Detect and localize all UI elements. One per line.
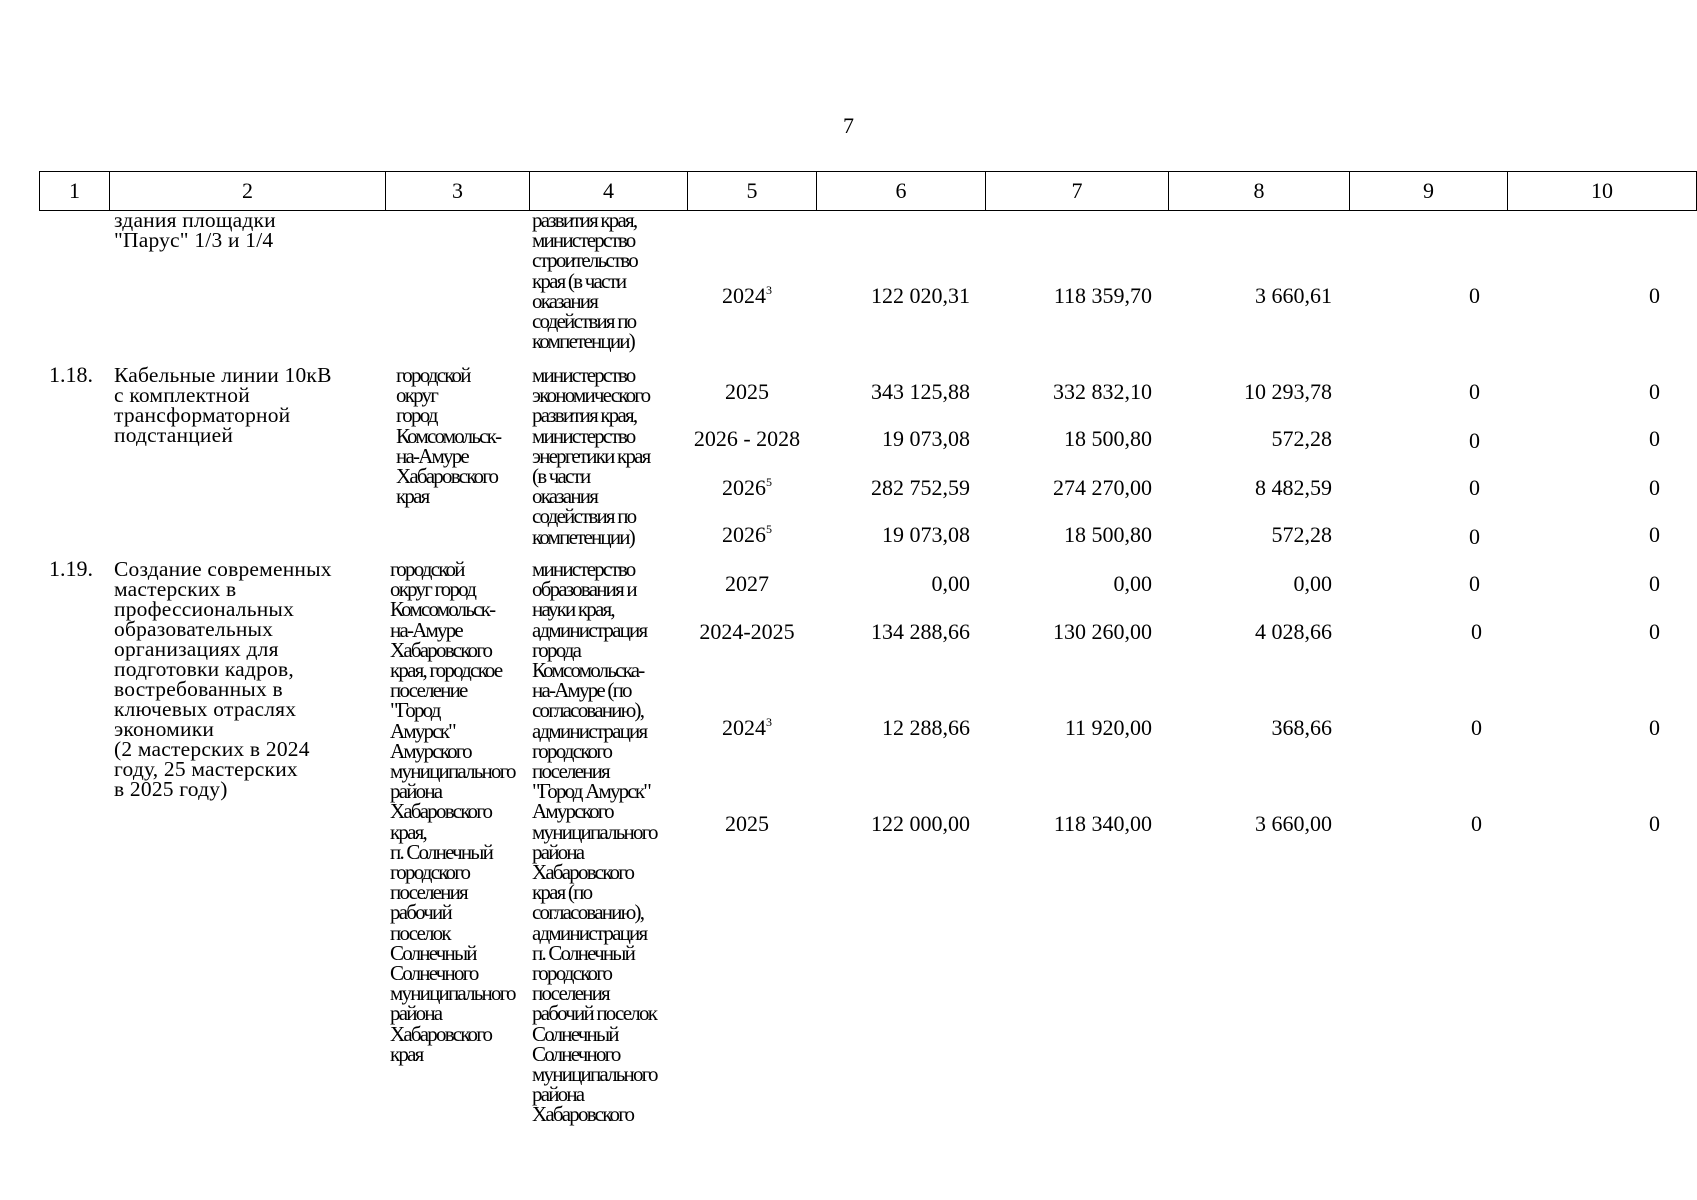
value-cell: 282 752,59 <box>871 475 970 500</box>
row-number: 1.19. <box>49 556 93 581</box>
value-cell: 0 <box>1649 715 1660 740</box>
year-cell: 2024-2025 <box>699 619 795 644</box>
years-column <box>682 552 812 904</box>
year-cell: 2025 <box>725 379 769 404</box>
value-cell: 0 <box>1649 619 1660 644</box>
value-cell: 12 288,66 <box>882 715 970 740</box>
value-cell: 0 <box>1469 571 1480 596</box>
territory: городской округ город Комсомольск- на-Амуре Хабаровского края <box>396 363 501 509</box>
value-cell: 19 073,08 <box>882 522 970 547</box>
object-name: Кабельные линии 10кВ с комплектной трансформаторной подстанцией <box>114 363 332 447</box>
value-cell: 19 073,08 <box>882 426 970 451</box>
value-cell: 0 <box>1649 379 1660 404</box>
column-header-8: 8 <box>1169 172 1350 211</box>
year-cell: 2026$^5$ <box>722 522 772 547</box>
value-cell: 0 <box>1469 379 1480 404</box>
object-name: здания площадки "Парус" 1/3 и 1/4 <box>114 208 276 252</box>
responsible-executor: развития края, министерство строительство края (в части оказания содействия по компетенции) <box>532 208 637 354</box>
row-number: 1.18. <box>49 362 93 387</box>
year-cell: 2027 <box>725 571 769 596</box>
year-cell: 2025 <box>725 811 769 836</box>
value-cell: 3 660,61 <box>1255 283 1332 308</box>
column-header-row <box>39 171 1697 211</box>
regional-column <box>1160 552 1332 904</box>
value-cell: 0 <box>1471 811 1482 836</box>
value-cell: 0 <box>1469 428 1480 453</box>
object-name: Создание современных мастерских в профессиональных образовательных организациях для подготовки кадров, востребованных в ключевых отраслях экономики (2 мастерских в 2024 году, 25 мастерских в 2025 году) <box>114 557 332 801</box>
year-cell: 2024$^3$ <box>722 283 772 308</box>
value-cell: 0 <box>1469 283 1480 308</box>
territory: городской округ город Комсомольск- на-Амуре Хабаровского края, городское поселение "Город Амурск" Амурского муниципального района Хабаровского края, п. Солнечный городского поселения рабочий поселок Солнечный Солнечного муниципального района Хабаровского края <box>390 557 515 1066</box>
value-cell: 0 <box>1649 571 1660 596</box>
value-cell: 0 <box>1469 524 1480 549</box>
value-cell: 122 020,31 <box>871 283 970 308</box>
value-cell: 0,00 <box>931 571 970 596</box>
value-cell: 332 832,10 <box>1053 379 1152 404</box>
responsible-executor: министерство экономического развития края, министерство энергетики края (в части оказания содействия по компетенции) <box>532 363 650 549</box>
column-header-9: 9 <box>1350 172 1508 211</box>
value-cell: 0 <box>1471 619 1482 644</box>
value-cell: 18 500,80 <box>1064 522 1152 547</box>
column-header-4: 4 <box>530 172 688 211</box>
value-cell: 0,00 <box>1293 571 1332 596</box>
federal-column <box>980 552 1152 904</box>
value-cell: 343 125,88 <box>871 379 970 404</box>
value-cell: 572,28 <box>1271 522 1332 547</box>
value-cell: 10 293,78 <box>1244 379 1332 404</box>
value-cell: 18 500,80 <box>1064 426 1152 451</box>
value-cell: 0 <box>1469 475 1480 500</box>
page-number: 7 <box>843 113 854 138</box>
column-header-1: 1 <box>40 172 110 211</box>
value-cell: 0 <box>1649 811 1660 836</box>
column-header-6: 6 <box>817 172 986 211</box>
value-cell: 0 <box>1649 522 1660 547</box>
year-cell: 2026 - 2028 <box>693 426 801 451</box>
total-column <box>812 552 970 904</box>
column-header-10: 10 <box>1508 172 1697 211</box>
value-cell: 130 260,00 <box>1053 619 1152 644</box>
column-header-3: 3 <box>386 172 530 211</box>
value-cell: 134 288,66 <box>871 619 970 644</box>
value-cell: 0 <box>1649 283 1660 308</box>
value-cell: 368,66 <box>1271 715 1332 740</box>
value-cell: 11 920,00 <box>1064 715 1152 740</box>
column-header-2: 2 <box>110 172 386 211</box>
value-cell: 118 359,70 <box>1053 283 1152 308</box>
value-cell: 4 028,66 <box>1255 619 1332 644</box>
column-header-5: 5 <box>688 172 817 211</box>
value-cell: 8 482,59 <box>1255 475 1332 500</box>
year-cell: 2026$^5$ <box>722 475 772 500</box>
value-cell: 572,28 <box>1271 426 1332 451</box>
value-cell: 118 340,00 <box>1053 811 1152 836</box>
value-cell: 0 <box>1649 426 1660 451</box>
local-column <box>1442 552 1482 904</box>
year-cell: 2024$^3$ <box>722 715 772 740</box>
value-cell: 122 000,00 <box>871 811 970 836</box>
value-cell: 3 660,00 <box>1255 811 1332 836</box>
column-header-7: 7 <box>986 172 1169 211</box>
value-cell: 0,00 <box>1113 571 1152 596</box>
value-cell: 0 <box>1649 475 1660 500</box>
value-cell: 274 270,00 <box>1053 475 1152 500</box>
other-column <box>1620 552 1660 904</box>
value-cell: 0 <box>1471 715 1482 740</box>
responsible-executor: министерство образования и науки края, администрация города Комсомольска- на-Амуре (по согласованию), администрация городского поселения "Город Амурск" Амурского муниципального района Хабаровского края (по согласованию), администрация п. Солнечный городского поселения рабочий поселок Солнечный Солнечного муниципального района Хабаровского <box>532 557 657 1127</box>
